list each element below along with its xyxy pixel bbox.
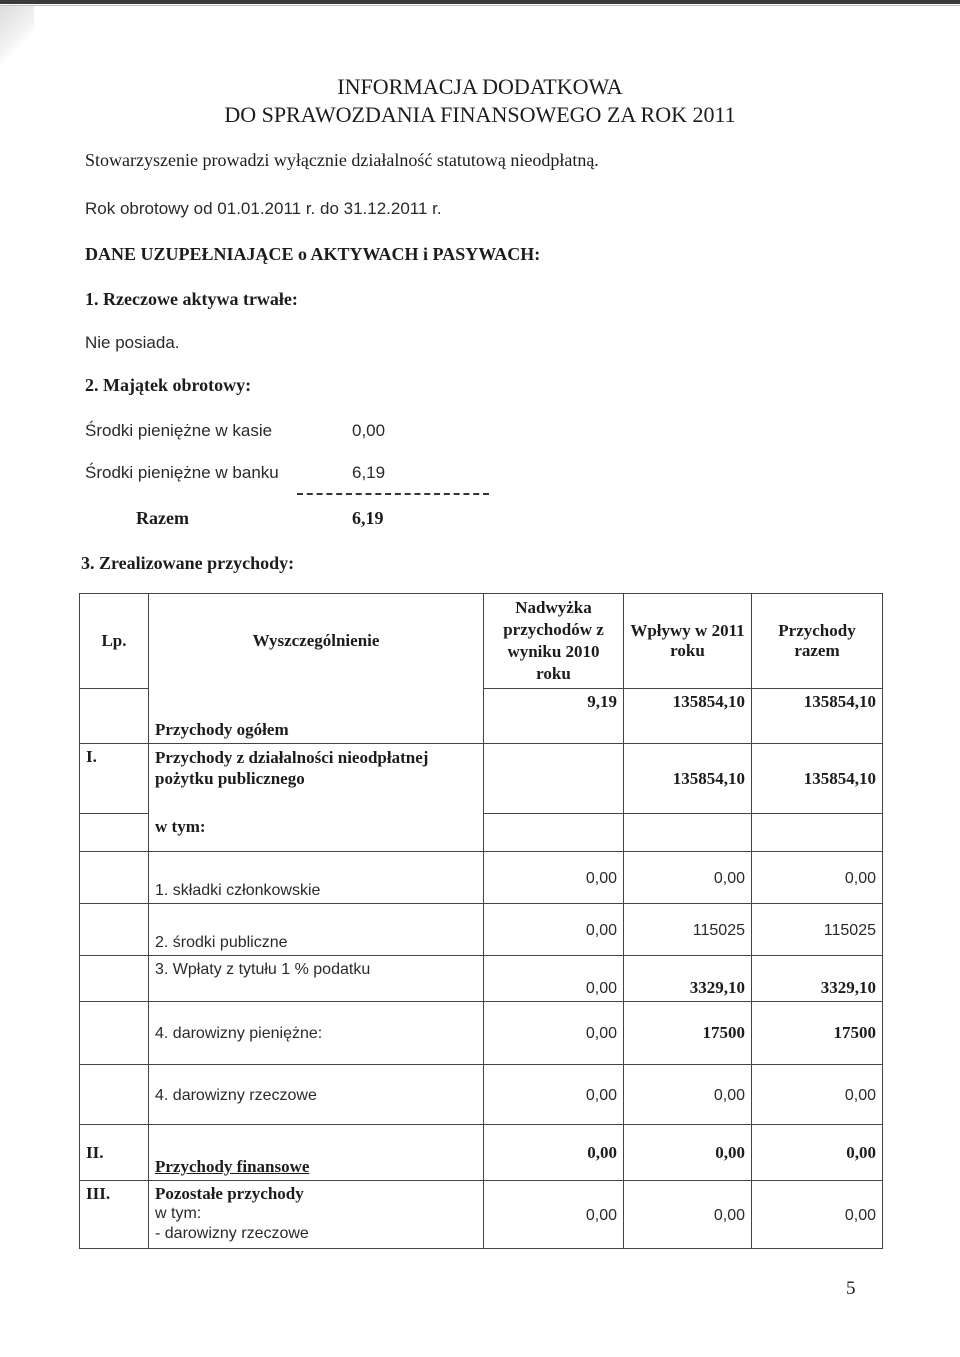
row-inflows: 115025: [692, 921, 745, 939]
s3-heading: 3. Zrealizowane przychody:: [81, 553, 295, 573]
total-label: Razem: [136, 508, 189, 528]
table-row: [80, 1125, 883, 1181]
row-desc: Przychody ogółem: [149, 689, 484, 744]
table-row: [80, 1181, 883, 1249]
row-total: 135854,10: [752, 744, 883, 814]
header-surplus: Nadwyżka przychodów z wyniku 2010 roku: [484, 594, 624, 689]
header-inflows: Wpływy w 2011 roku: [624, 594, 752, 689]
row-desc: 3. Wpłaty z tytułu 1 % podatku: [155, 961, 371, 978]
row-lp: [80, 814, 149, 852]
table-row: [80, 852, 883, 904]
row-total: 0,00: [844, 869, 876, 887]
row-inflows: [624, 814, 752, 852]
row-total: 0,00: [752, 1125, 883, 1181]
header-total: Przychody razem: [752, 594, 883, 689]
row-inflows: 17500: [624, 1002, 752, 1065]
cash-label: Środki pieniężne w kasie: [85, 421, 273, 440]
fiscal-year: Rok obrotowy od 01.01.2011 r. do 31.12.2011 r.: [85, 199, 442, 218]
row-surplus: 0,00: [585, 921, 617, 939]
row-lp: I.: [80, 744, 149, 814]
row-inflows: 3329,10: [624, 956, 752, 1002]
table-row: [80, 1002, 883, 1065]
row-surplus: 0,00: [585, 1086, 617, 1104]
row-lp: [80, 689, 149, 744]
s1-heading: 1. Rzeczowe aktywa trwałe:: [85, 289, 298, 309]
row-surplus: 0,00: [585, 980, 617, 997]
table-row: [80, 814, 883, 852]
row-desc: Przychody z działalności nieodpłatnej pożytku publicznego: [149, 744, 484, 814]
section-heading: DANE UZUPEŁNIAJĄCE o AKTYWACH i PASYWACH:: [85, 244, 541, 264]
title-line-2: DO SPRAWOZDANIA FINANSOWEGO ZA ROK 2011: [224, 102, 736, 127]
row-inflows: 0,00: [624, 1125, 752, 1181]
row-desc: 4. darowizny pieniężne:: [155, 1025, 323, 1042]
row-surplus: 9,19: [484, 689, 624, 744]
row-lp: III.: [80, 1181, 149, 1249]
row-inflows: 0,00: [713, 869, 745, 887]
bank-value: 6,19: [352, 463, 386, 482]
row-lp: II.: [80, 1125, 149, 1181]
row-desc: 1. składki członkowskie: [155, 882, 321, 899]
row-desc-sub: - darowizny rzeczowe: [155, 1225, 309, 1242]
table-header-row: [80, 594, 883, 689]
row-inflows: 135854,10: [624, 689, 752, 744]
page-number: 5: [846, 1278, 856, 1299]
row-surplus: 0,00: [585, 869, 617, 887]
row-inflows: 0,00: [713, 1086, 745, 1104]
table-row: [80, 744, 883, 814]
scan-shadow: [0, 6, 34, 76]
row-lp: [80, 852, 149, 904]
row-total: 0,00: [844, 1206, 876, 1224]
s2-heading: 2. Majątek obrotowy:: [85, 375, 252, 395]
row-desc: Pozostałe przychody: [155, 1184, 304, 1203]
table-row: [80, 956, 883, 1002]
table-row: [80, 904, 883, 956]
row-surplus: [484, 744, 624, 814]
row-desc-sub: w tym:: [155, 1205, 202, 1222]
row-desc: 4. darowizny rzeczowe: [155, 1086, 317, 1104]
title-line-1: INFORMACJA DODATKOWA: [337, 74, 623, 99]
row-surplus: 0,00: [484, 1125, 624, 1181]
row-inflows: 0,00: [713, 1206, 745, 1224]
scan-edge: [0, 0, 960, 6]
row-total: 0,00: [844, 1086, 876, 1104]
revenue-table: [79, 593, 883, 1249]
row-total: 3329,10: [752, 956, 883, 1002]
sum-separator: [297, 493, 489, 495]
row-inflows: 135854,10: [624, 744, 752, 814]
bank-label: Środki pieniężne w banku: [85, 463, 279, 482]
row-desc: w tym:: [149, 814, 484, 852]
table-row: [80, 689, 883, 744]
row-surplus: [484, 814, 624, 852]
header-lp: Lp.: [80, 594, 149, 689]
row-desc: Przychody finansowe: [149, 1125, 484, 1181]
row-surplus: 0,00: [585, 1025, 617, 1042]
row-lp: [80, 1002, 149, 1065]
row-lp: [80, 904, 149, 956]
row-total: 115025: [823, 921, 876, 939]
row-surplus: 0,00: [585, 1206, 617, 1224]
total-value: 6,19: [352, 508, 384, 528]
row-lp: [80, 956, 149, 1002]
row-total: 135854,10: [752, 689, 883, 744]
table-row: [80, 1065, 883, 1125]
row-total: [752, 814, 883, 852]
s1-text: Nie posiada.: [85, 333, 180, 352]
row-desc: 2. środki publiczne: [155, 934, 288, 951]
row-total: 17500: [752, 1002, 883, 1065]
cash-value: 0,00: [352, 421, 386, 440]
statement: Stowarzyszenie prowadzi wyłącznie działalność statutową nieodpłatną.: [85, 150, 599, 170]
header-desc: Wyszczególnienie: [149, 594, 484, 689]
row-lp: [80, 1065, 149, 1125]
